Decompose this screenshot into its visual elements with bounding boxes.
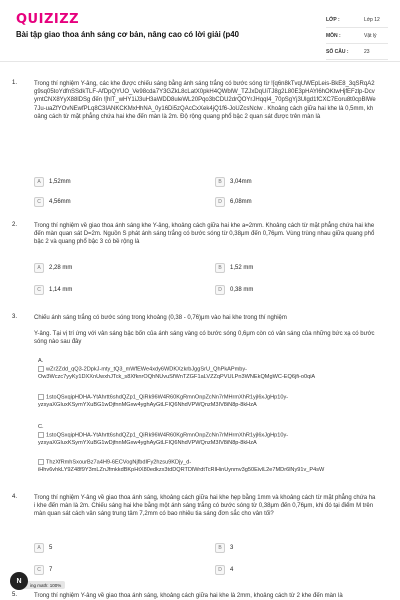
answer-letter: C [34, 285, 44, 295]
answer-option-b[interactable] [215, 542, 233, 554]
answer-letter: D [215, 197, 225, 207]
quizizz-logo: QUIZIZZ [16, 12, 80, 27]
question-number: 1. [12, 80, 18, 86]
answer-text: 5 [49, 545, 53, 551]
meta-row-count [326, 44, 388, 60]
answer-letter: C [34, 565, 44, 575]
image-alt-text: 1stoQSxqipHDHA-YtAhrtt6shdQZp1_QiRk96W4R60KgRmnOnpZcNn7rMHrmXhR1yjl6xJgHp10y- [46, 394, 289, 401]
answer-letter: C [34, 197, 44, 207]
meta-value: Lớp 12 [364, 16, 380, 23]
image-alt-text-continued: iHhv6vhkLY9Z48f9Y3mLZnJfmkkdBKpHtX80edkzx3tdDQRTDlWrdtTcRlHinUynmv3g50EivlL2e7MDr6lNy91v_P4sW [38, 466, 325, 473]
answer-option-d[interactable] [215, 284, 253, 296]
meta-value: Vật lý [364, 32, 377, 39]
image-alt-text: ThzXfRmhSxourBz7a4H9-6ECVogNjfbdIFy2hzsu9KDjy_d- [46, 459, 192, 466]
answer-letter: D [215, 285, 225, 295]
quiz-meta [326, 12, 388, 60]
answer-text: 1,52mm [49, 179, 71, 185]
answer-option-a[interactable] [34, 176, 71, 188]
meta-row-subject [326, 28, 388, 44]
answer-letter: A [34, 263, 44, 273]
answer-option-a[interactable] [34, 542, 52, 554]
zoom-status-badge: ing math: 100% [20, 581, 65, 589]
answer-text: 4 [230, 567, 234, 573]
answer-option-c[interactable] [34, 196, 71, 208]
image-alt-text: 1stoQSxqipHDHA-YtAhrtt6shdQZp1_QiRk96W4R60KgRmnOnpZcNn7rMHrmXhR1yjl6xJgHp10y- [46, 432, 289, 439]
option-b-image[interactable] [38, 394, 376, 409]
question-number: 3. [12, 314, 18, 320]
question-number: 4. [12, 494, 18, 500]
image-alt-text-continued: yzsyaXGIuxKSymYXuBG1wDjfnnMGxw4yghAyGtLFIQ6NhdVPWQnzM3IV8iN8p-8kHzA [38, 401, 257, 408]
option-label: C. [38, 424, 44, 430]
answer-letter: B [215, 543, 225, 553]
question-text-continued: Y-âng. Tại vị trí ứng với vân sáng bậc bốn của ánh sáng vàng có bước sóng 0,6μm còn có vân sáng của những bức xạ có bước sóng nào sau đây [34, 331, 375, 346]
quiz-title: Bài tập giao thoa ánh sáng cơ bản, nâng cao có lời giải (p40 [16, 30, 239, 39]
question-text: Trong thí nghiệm về giao thoa ánh sáng khe Y-âng, khoảng cách giữa hai khe a=2mm. Khoảng cách từ mặt phẳng chứa hai khe đến màn quan sát D=2m. Nguồn S phát ánh sáng trắng có bước sóng từ 0,38μm đến 0,76μm. Vùng trùng nhau giữa quang phổ bậc 2 và quang phổ bậc 3 có bề rộng là [34, 223, 375, 246]
answer-option-c[interactable] [34, 564, 52, 576]
answer-text: 2,28 mm [49, 265, 73, 271]
answer-letter: A [34, 543, 44, 553]
question-text: Trong thí nghiệm Y-âng về giao thoa ánh sáng, khoảng cách giữa hai khe hẹp bằng 1mm và khoảng cách từ mặt phẳng chứa hai khe đến màn là 2m. Chiếu sáng hai khe bằng một ánh sáng trắng có bước sóng từ 0,38μm đến 0,76μm, khi đó tại điểm M trên màn quan sát cách vân sáng trung tâm 7,2mm có bao nhiêu tia sáng đơn sắc cho vân tối? [34, 495, 376, 518]
meta-value: 23 [364, 48, 370, 55]
answer-option-b[interactable] [215, 176, 252, 188]
answer-text: 3,04mm [230, 179, 252, 185]
broken-image-icon [38, 394, 44, 400]
answer-text: 6,08mm [230, 199, 252, 205]
answer-letter: D [215, 565, 225, 575]
option-c-image[interactable] [38, 432, 376, 447]
answer-option-c[interactable] [34, 284, 72, 296]
option-label: A. [38, 358, 44, 364]
quiz-header [0, 0, 400, 62]
question-number: 5. [12, 592, 18, 598]
question-number: 2. [12, 222, 18, 228]
answer-option-a[interactable] [34, 262, 72, 274]
answer-option-b[interactable] [215, 262, 253, 274]
broken-image-icon [38, 432, 44, 438]
answer-text: 7 [49, 567, 53, 573]
image-alt-text-continued: Ow3Wczc7yyKy1DXXnUwxhJTck_s8XfknrOQhNUvuSfWnTZGF1aLVZZqPVULPn3WNEkQMgWC-EQ6jfi-o0qiA [38, 373, 316, 380]
question-text: Chiếu ánh sáng trắng có bước sóng trong khoảng (0,38 - 0,76)μm vào hai khe trong thí nghiệm [34, 315, 287, 321]
broken-image-icon [38, 366, 44, 372]
broken-image-icon [38, 459, 44, 465]
floating-action-button[interactable]: N [10, 572, 28, 590]
question-list [0, 62, 400, 600]
answer-letter: A [34, 177, 44, 187]
meta-label: MÔN : [326, 32, 341, 39]
question-text: Trong thí nghiệm Y-âng, các khe được chiếu sáng bằng ánh sáng trắng có bước sóng từ ![q6n8kTvqUWEpLeis-BkE8_3qSRqA2g9sq05toYdfnSSdkTLF-AfDpQYUO_Ve98cda7Y3GZkL8cLatX0pkH4QWblW_TZJxDqUiTJ8g2L80E3pHAYl6hOKtwHjfEFzlp-DcvymtCNX8YyX88lDSg đến ![hlT_wHY1iJ3uH3aWDD8uleWL20Pqo3bCDU2drQOYrJHqqI4_70pSgYj3Ulgd1fCXC7Eoru8t0cpBlWe7Ju-uaZfYOvNEwfPLq8C3IANKCKMxHhNA_0y16Di5zQAcCxXek4jQ1f6-JoUZcsNclw . Khoảng cách giữa hai khe là 0,5mm, khoảng cách từ mặt phẳng chứa hai khe đến màn là 2m. Độ rộng quang phổ bậc 2 quan sát được trên màn là [34, 81, 376, 120]
question-text: Trong thí nghiệm Y-âng về giao thoa ánh sáng, khoảng cách giữa hai khe là 2mm, khoảng cách từ 2 khe đến màn là [34, 593, 343, 599]
meta-label: LỚP : [326, 16, 340, 23]
image-alt-text: wZr2Zdd_qQ3-2DpkJ-mty_tQ3_mWfEWe4xdy6WDKXzkrbJggSrU_QhPkAPmby- [46, 366, 248, 373]
answer-text: 4,56mm [49, 199, 71, 205]
answer-text: 1,52 mm [230, 265, 254, 271]
option-a-image[interactable] [38, 366, 376, 381]
answer-letter: B [215, 263, 225, 273]
answer-text: 3 [230, 545, 234, 551]
meta-row-class [326, 12, 388, 28]
answer-option-d[interactable] [215, 564, 233, 576]
meta-label: SỐ CÂU : [326, 48, 349, 55]
answer-text: 0,38 mm [230, 287, 254, 293]
option-d-image[interactable] [38, 459, 376, 474]
image-alt-text-continued: yzsyaXGIuxKSymYXuBG1wDjfnnMGxw4yghAyGtLFIQ6NhdVPWQnzM3IV8iN8p-8kHzA [38, 439, 257, 446]
answer-letter: B [215, 177, 225, 187]
answer-option-d[interactable] [215, 196, 252, 208]
answer-text: 1,14 mm [49, 287, 73, 293]
